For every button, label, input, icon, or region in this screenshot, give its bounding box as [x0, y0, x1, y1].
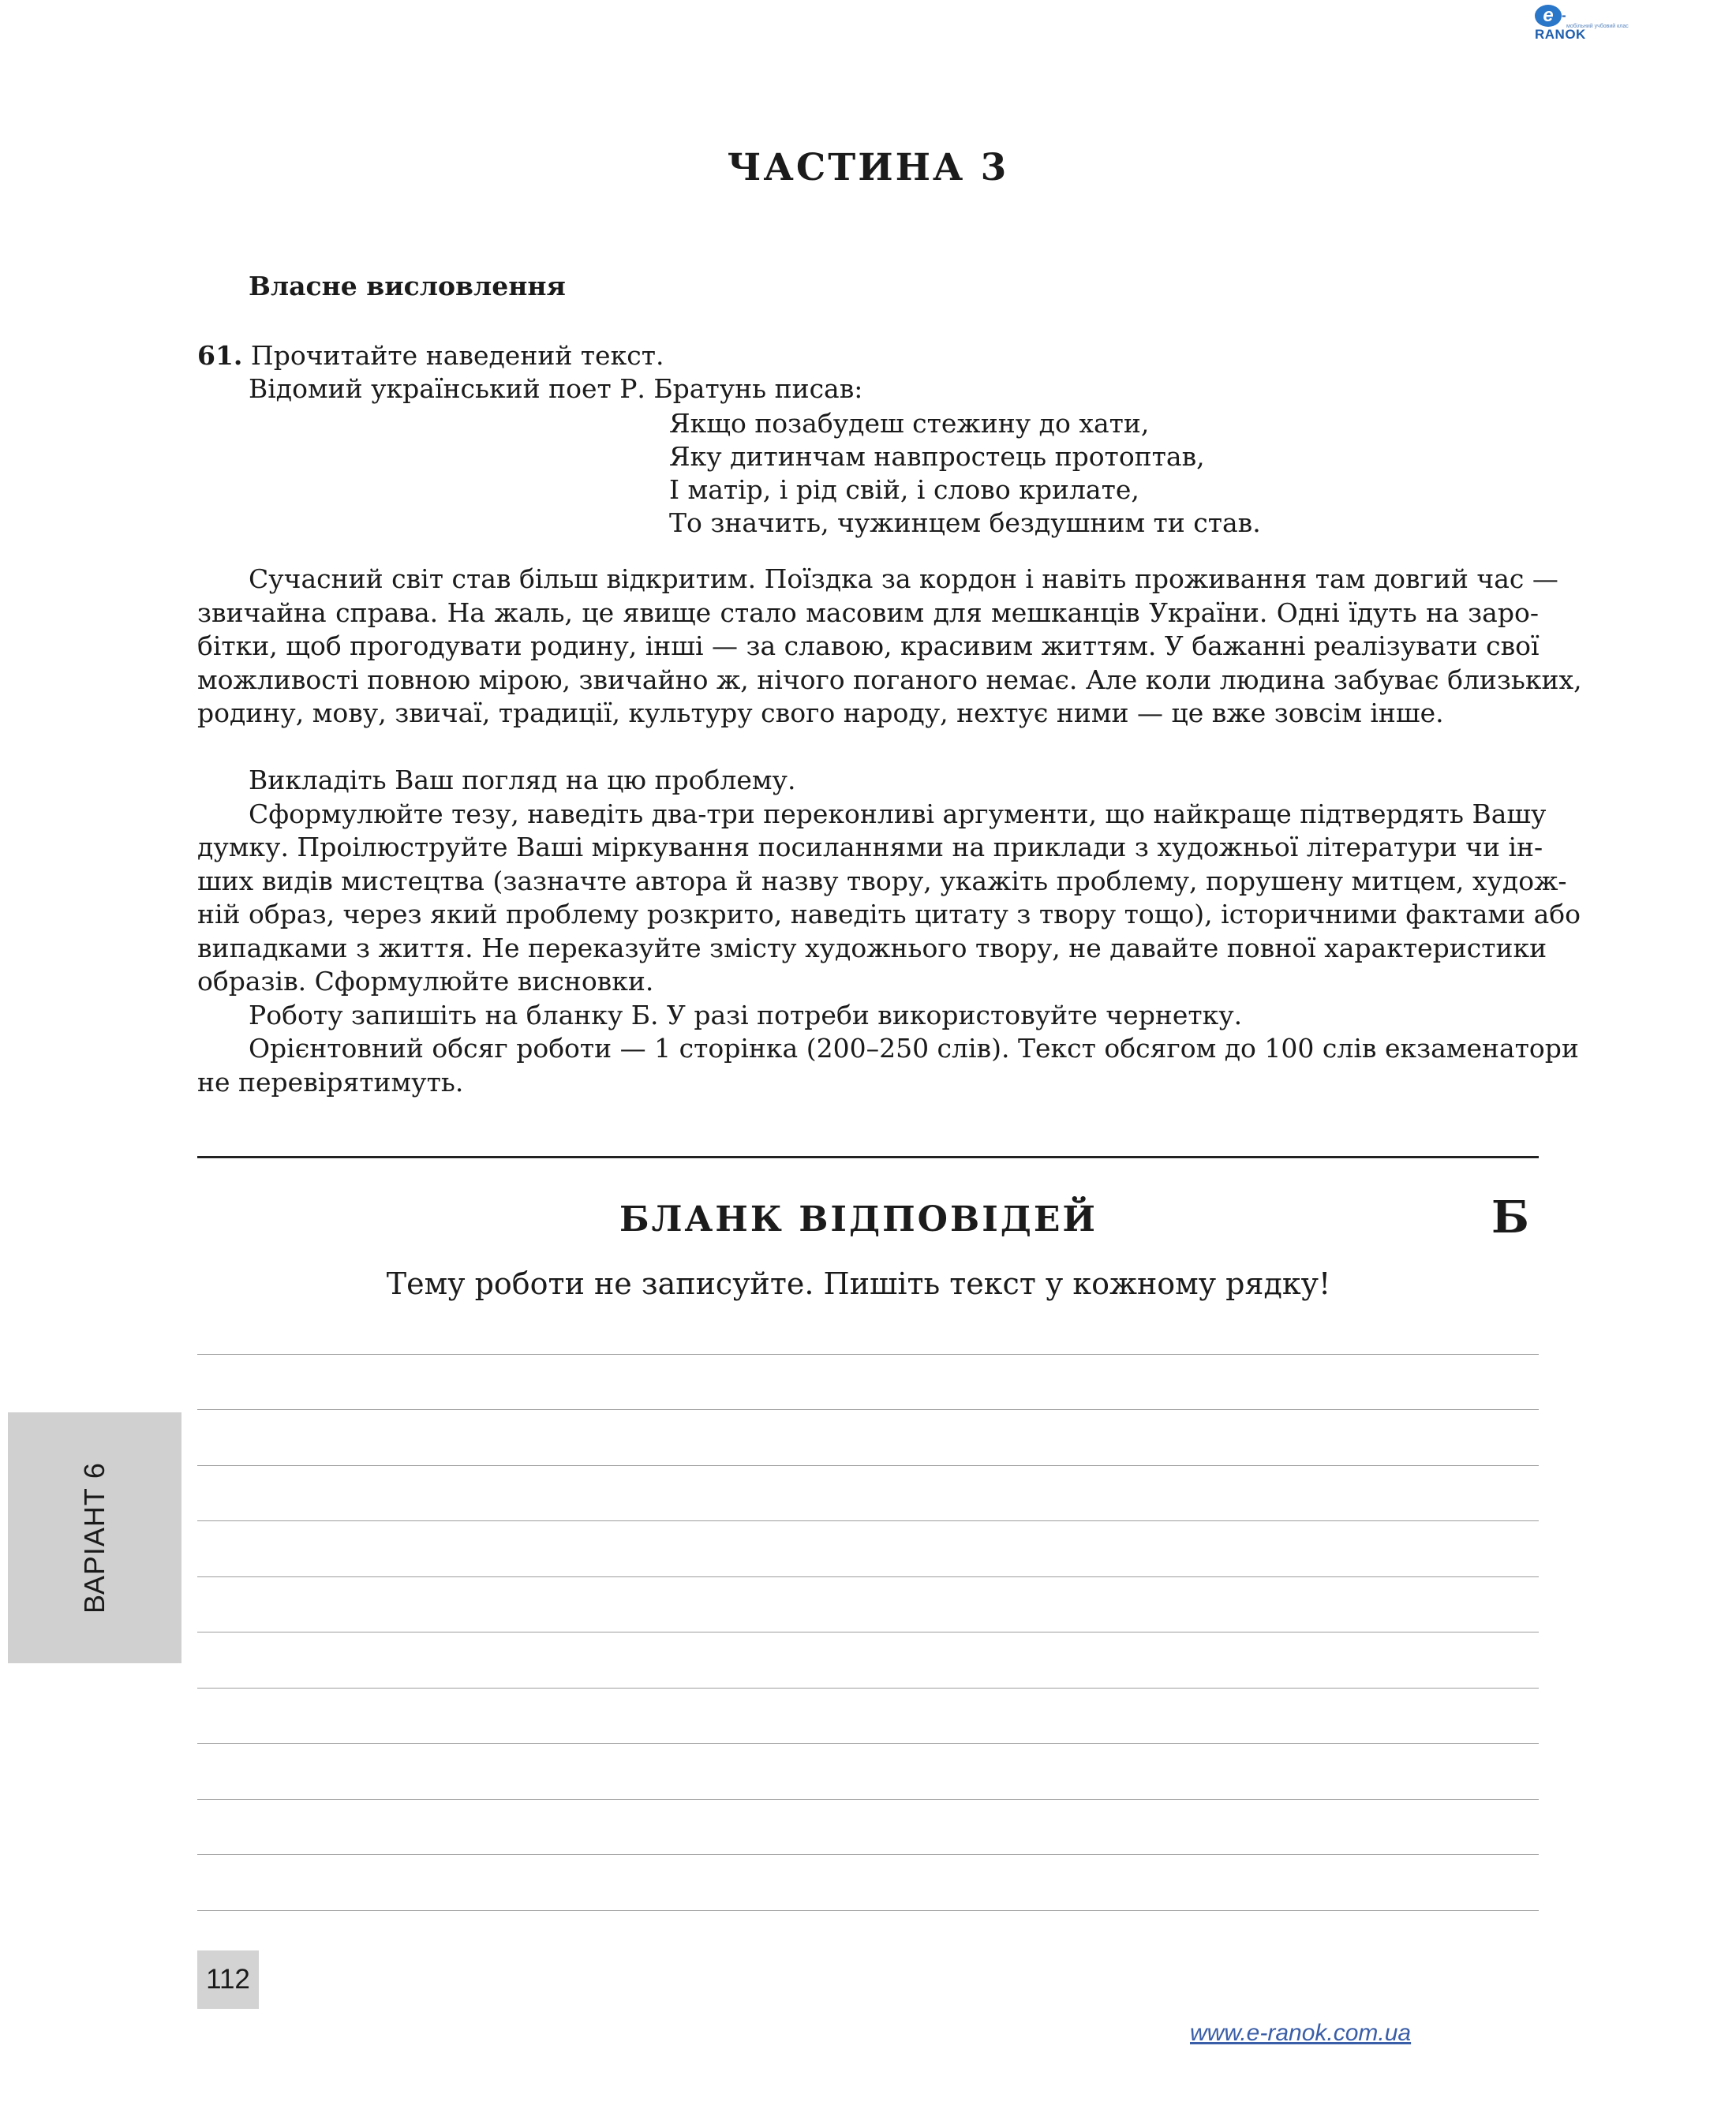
- poem-line: Яку дитинчам навпростець протоптав,: [669, 441, 1205, 472]
- answer-line[interactable]: [197, 1520, 1539, 1521]
- task-instruction-line: [197, 339, 1539, 372]
- task-instruction: Прочитайте наведений текст.: [250, 340, 664, 371]
- task-line: Викладіть Ваш погляд на цю проблему.: [249, 765, 796, 795]
- logo-e-icon: e: [1535, 5, 1562, 27]
- answer-line[interactable]: [197, 1576, 1539, 1577]
- task-line: образів. Сформулюйте висновки.: [197, 966, 654, 997]
- task-61: [197, 339, 1539, 540]
- part-title: ЧАСТИНА 3: [727, 146, 1009, 189]
- task-line: думку. Проілюструйте Ваші міркування посиланнями на приклади з художньої літератури чи ін-: [197, 832, 1543, 862]
- task-line: не перевірятимуть.: [197, 1066, 464, 1098]
- poem-line: Якщо позабудеш стежину до хати,: [669, 408, 1150, 439]
- logo-brand: -RANOK: [1535, 8, 1586, 42]
- answer-form-instruction: Тему роботи не записуйте. Пишіть текст у кожному рядку!: [386, 1266, 1331, 1301]
- task-number: 61.: [197, 340, 243, 371]
- answer-line[interactable]: [197, 1910, 1539, 1911]
- text-line: бітки, щоб прогодувати родину, інші — за славою, красивим життям. У бажанні реалізувати свої: [197, 630, 1540, 661]
- answer-line[interactable]: [197, 1854, 1539, 1855]
- answer-line[interactable]: [197, 1799, 1539, 1800]
- task-description: [197, 764, 1581, 1099]
- text-line: Сучасний світ став більш відкритим. Поїздка за кордон і навіть проживання там довгий час —: [249, 563, 1558, 594]
- answer-line[interactable]: [197, 1354, 1539, 1355]
- page-number: 112: [197, 1950, 259, 2009]
- answer-form-letter: Б: [1491, 1191, 1529, 1244]
- poem: [669, 407, 1539, 540]
- text-line: можливості повною мірою, звичайно ж, нічого поганого немає. Але коли людина забуває близьких,: [197, 664, 1582, 695]
- poem-line: І матір, і рід свій, і слово крилате,: [669, 474, 1139, 505]
- answer-line[interactable]: [197, 1409, 1539, 1410]
- logo-tagline: мобільний учбовий клас: [1566, 24, 1629, 29]
- variant-label: ВАРІАНТ 6: [78, 1462, 110, 1614]
- answer-line[interactable]: [197, 1688, 1539, 1689]
- task-intro: Відомий український поет Р. Братунь писав:: [249, 373, 863, 404]
- answer-form-title: БЛАНК ВІДПОВІДЕЙ: [619, 1199, 1098, 1240]
- website-link[interactable]: www.e-ranok.com.ua: [1190, 2020, 1412, 2046]
- text-line: родину, мову, звичаї, традиції, культуру свого народу, нехтує ними — це вже зовсім інше.: [197, 697, 1444, 728]
- poem-line: То значить, чужинцем бездушним ти став.: [669, 507, 1261, 538]
- task-line: ній образ, через який проблему розкрито, наведіть цитату з твору тощо), історичними фактами або: [197, 899, 1581, 929]
- source-text: [197, 563, 1582, 731]
- publisher-logo: [1535, 5, 1629, 43]
- section-title: Власне висловлення: [249, 271, 566, 301]
- answer-line[interactable]: [197, 1743, 1539, 1744]
- form-top-rule: [197, 1156, 1539, 1158]
- task-line: випадками з життя. Не переказуйте змісту художнього твору, не давайте повної характеристики: [197, 932, 1547, 963]
- answer-line[interactable]: [197, 1465, 1539, 1466]
- task-line: Сформулюйте тезу, наведіть два-три переконливі аргументи, що найкраще підтвердять Вашу: [249, 798, 1547, 829]
- text-line: звичайна справа. На жаль, це явище стало масовим для мешканців України. Одні їдуть на заро-: [197, 597, 1539, 628]
- task-line: Орієнтовний обсяг роботи — 1 сторінка (200–250 слів). Текст обсягом до 100 слів екзаменатори: [249, 1033, 1579, 1064]
- task-line: ших видів мистецтва (зазначте автора й назву твору, укажіть проблему, порушену митцем, худож-: [197, 865, 1567, 896]
- task-line: Роботу запишіть на бланку Б. У разі потреби використовуйте чернетку.: [249, 999, 1243, 1030]
